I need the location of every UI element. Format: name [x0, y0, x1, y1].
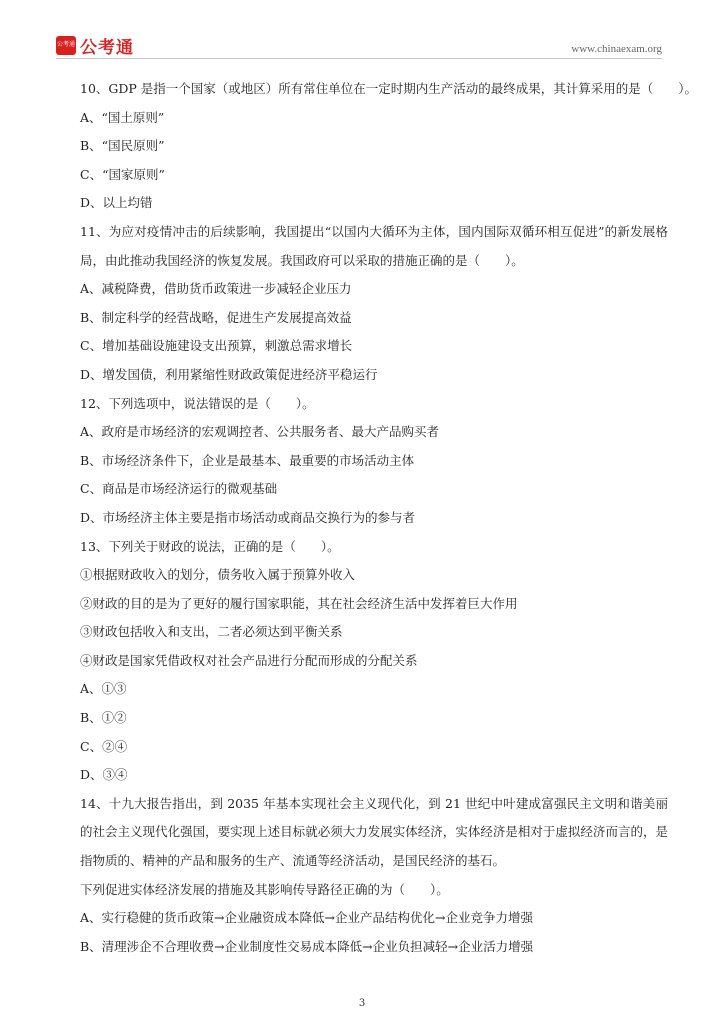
question-11-stem: 11、为应对疫情冲击的后续影响，我国提出“以国内大循环为主体，国内国际双循环相互促进”的新发展格局，由此推动我国经济的恢复发展。我国政府可以采取的措施正确的是（ ）。	[80, 223, 668, 268]
logo-text: 公考通	[80, 37, 134, 58]
q10-option-b: B、“国民原则”	[80, 138, 165, 154]
q10-option-c: C、“国家原则”	[80, 166, 165, 182]
q14-option-b: B、清理涉企不合理收费→企业制度性交易成本降低→企业负担减轻→企业活力增强	[80, 938, 534, 954]
q11-option-d: D、增发国债，利用紧缩性财政政策促进经济平稳运行	[80, 366, 378, 382]
question-14-stem: 14、十九大报告指出，到 2035 年基本实现社会主义现代化，到 21 世纪中叶建成富强民主文明和谐美丽的社会主义现代化强国，要实现上述目标就必须大力发展实体经济，实体经济是相对于虚拟经济而言的，是指物质的、精神的产品和服务的生产、流通等经济活动，是国民经济的基石。	[80, 795, 668, 869]
q13-option-d: D、③④	[80, 767, 128, 783]
q13-option-a: A、①③	[80, 681, 127, 697]
q11-option-a: A、减税降费，借助货币政策进一步减轻企业压力	[80, 281, 352, 297]
question-12-stem: 12、下列选项中，说法错误的是（ ）。	[80, 395, 315, 411]
q13-option-b: B、①②	[80, 710, 127, 726]
q13-statement-1: ①根据财政收入的划分，债务收入属于预算外收入	[80, 567, 356, 583]
q10-option-a: A、“国土原则”	[80, 109, 165, 125]
site-url[interactable]: www.chinaexam.org	[571, 43, 662, 55]
q11-option-c: C、增加基础设施建设支出预算，刺激总需求增长	[80, 338, 353, 354]
page-number: 3	[358, 998, 366, 1009]
q12-option-c: C、商品是市场经济运行的微观基础	[80, 481, 278, 497]
brand-logo[interactable]	[56, 34, 134, 56]
q13-statement-4: ④财政是国家凭借政权对社会产品进行分配而形成的分配关系	[80, 652, 418, 668]
question-14-prompt: 下列促进实体经济发展的措施及其影响传导路径正确的为（ ）。	[80, 881, 449, 897]
page-header	[56, 34, 662, 60]
q12-option-a: A、政府是市场经济的宏观调控者、公共服务者、最大产品购买者	[80, 424, 440, 440]
question-13-stem: 13、下列关于财政的说法，正确的是（ ）。	[80, 538, 340, 554]
q13-statement-3: ③财政包括收入和支出，二者必须达到平衡关系	[80, 624, 343, 640]
q14-option-a: A、实行稳健的货币政策→企业融资成本降低→企业产品结构优化→企业竞争力增强	[80, 910, 533, 926]
q11-option-b: B、制定科学的经营战略，促进生产发展提高效益	[80, 309, 352, 325]
logo-badge-icon: 公考通	[56, 36, 76, 55]
q13-statement-2: ②财政的目的是为了更好的履行国家职能，其在社会经济生活中发挥着巨大作用	[80, 595, 518, 611]
q12-option-d: D、市场经济主体主要是指市场活动或商品交换行为的参与者	[80, 509, 416, 525]
q12-option-b: B、市场经济条件下，企业是最基本、最重要的市场活动主体	[80, 452, 415, 468]
q10-option-d: D、以上均错	[80, 195, 153, 211]
question-10-stem: 10、GDP 是指一个国家（或地区）所有常住单位在一定时期内生产活动的最终成果，其计算采用的是（ ）。	[80, 81, 698, 96]
q13-option-c: C、②④	[80, 738, 128, 754]
question-content	[56, 75, 698, 961]
header-divider	[56, 58, 662, 59]
